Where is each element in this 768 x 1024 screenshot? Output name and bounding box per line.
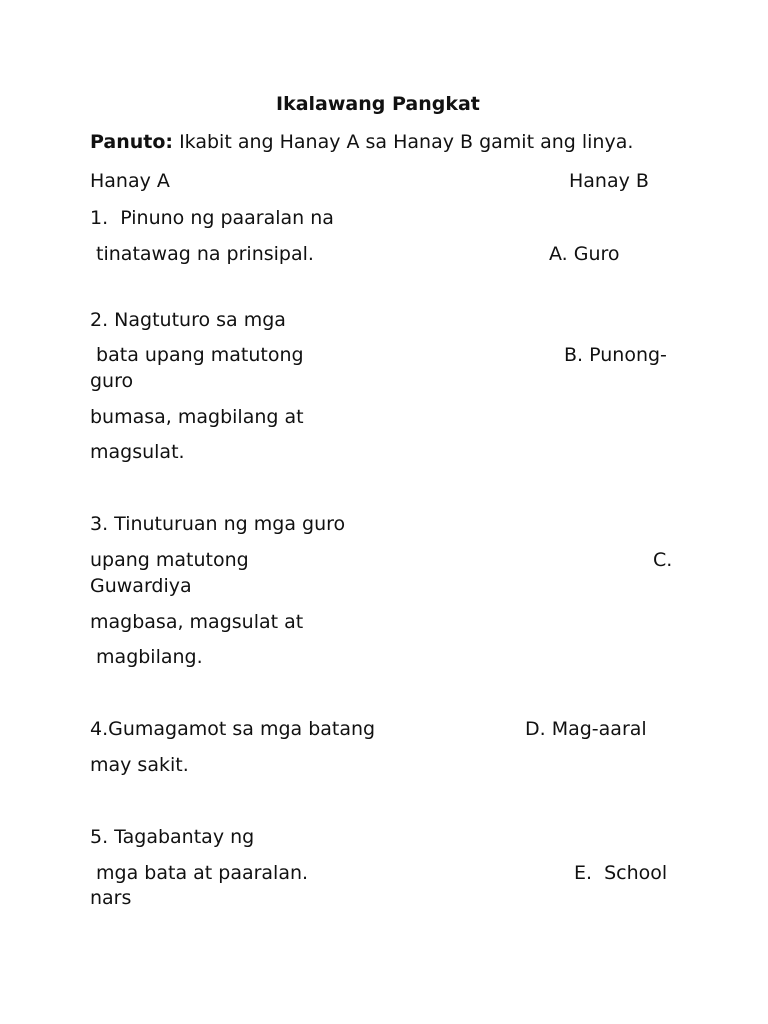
item-1-line-1: 1. Pinuno ng paaralan na [90,207,334,229]
item-3-line-1: 3. Tinuturuan ng mga guro [90,513,346,535]
answer-b-line-1: B. Punong- [564,344,667,366]
column-a-header: Hanay A [90,170,170,192]
item-2-line-1: 2. Nagtuturo sa mga [90,309,286,331]
item-2-line-3: bumasa, magbilang at [90,406,304,428]
answer-c-line-1: C. [653,549,673,571]
answer-c-line-2: Guwardiya [90,575,192,597]
answer-e-line-2: nars [90,887,132,909]
item-4-line-1: 4.Gumagamot sa mga batang [90,718,376,740]
item-4-line-2: may sakit. [90,754,189,776]
column-b-header: Hanay B [569,170,649,192]
instruction [90,133,633,152]
item-5-line-2: mga bata at paaralan. [90,862,309,884]
answer-b-line-2: guro [90,370,134,392]
answer-d: D. Mag-aaral [525,718,647,740]
item-2-line-2: bata upang matutong [90,344,304,366]
item-1-line-2: tinatawag na prinsipal. [90,243,314,265]
answer-e-line-1: E. School [574,862,668,884]
page-title: Ikalawang Pangkat [276,93,480,115]
item-5-line-1: 5. Tagabantay ng [90,826,255,848]
item-3-line-3: magbasa, magsulat at [90,611,304,633]
item-3-line-4: magbilang. [90,646,203,668]
answer-a: A. Guro [549,243,620,265]
instruction-text: Ikabit ang Hanay A sa Hanay B gamit ang linya. [173,131,634,153]
item-3-line-2: upang matutong [90,549,249,571]
item-2-line-4: magsulat. [90,441,185,463]
instruction-label: Panuto: [90,131,174,153]
